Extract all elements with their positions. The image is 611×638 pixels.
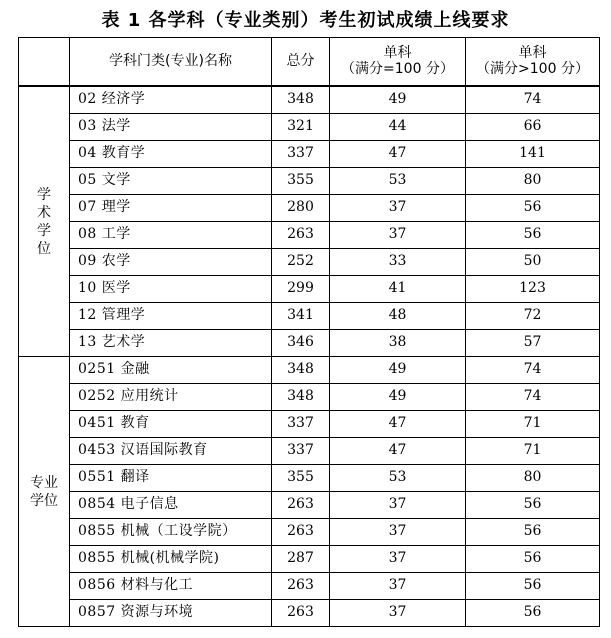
category-cell: 0252 应用统计	[70, 384, 272, 411]
single-100-cell: 47	[330, 438, 466, 465]
single-100-cell: 53	[330, 465, 466, 492]
single-gt100-cell: 74	[466, 384, 600, 411]
category-cell: 0857 资源与环境	[70, 600, 272, 627]
table-row	[19, 114, 600, 141]
total-cell: 337	[272, 438, 330, 465]
category-cell: 13 艺术学	[70, 330, 272, 357]
single-gt100-cell: 50	[466, 249, 600, 276]
single-gt100-cell: 80	[466, 465, 600, 492]
group-label-cell	[19, 357, 70, 627]
total-cell: 348	[272, 384, 330, 411]
total-cell: 263	[272, 222, 330, 249]
single-gt100-cell: 123	[466, 276, 600, 303]
total-cell: 263	[272, 492, 330, 519]
single-100-cell: 37	[330, 519, 466, 546]
category-cell: 07 理学	[70, 195, 272, 222]
table-row	[19, 249, 600, 276]
table-row	[19, 519, 600, 546]
table-row	[19, 600, 600, 627]
table-row	[19, 357, 600, 384]
table-row	[19, 465, 600, 492]
table-row	[19, 492, 600, 519]
header-single-gt100	[466, 38, 600, 87]
category-cell: 04 教育学	[70, 141, 272, 168]
total-cell: 263	[272, 519, 330, 546]
total-cell: 252	[272, 249, 330, 276]
single-gt100-cell: 71	[466, 411, 600, 438]
category-cell: 0856 材料与化工	[70, 573, 272, 600]
category-cell: 0551 翻译	[70, 465, 272, 492]
single-100-cell: 37	[330, 546, 466, 573]
header-row	[19, 38, 600, 87]
single-100-cell: 49	[330, 384, 466, 411]
single-100-cell: 48	[330, 303, 466, 330]
header-single-100-line2: （满分=100 分）	[341, 60, 454, 77]
category-cell: 05 文学	[70, 168, 272, 195]
header-single-100	[330, 38, 466, 87]
single-gt100-cell: 56	[466, 222, 600, 249]
single-gt100-cell: 56	[466, 195, 600, 222]
total-cell: 321	[272, 114, 330, 141]
single-100-cell: 44	[330, 114, 466, 141]
table-row	[19, 303, 600, 330]
single-100-cell: 49	[330, 86, 466, 114]
category-cell: 0451 教育	[70, 411, 272, 438]
category-cell: 10 医学	[70, 276, 272, 303]
header-single-100-line1: 单科	[383, 45, 412, 62]
table-row	[19, 195, 600, 222]
single-100-cell: 53	[330, 168, 466, 195]
single-gt100-cell: 56	[466, 600, 600, 627]
total-cell: 299	[272, 276, 330, 303]
single-gt100-cell: 74	[466, 357, 600, 384]
table-body	[19, 86, 600, 627]
category-cell: 0251 金融	[70, 357, 272, 384]
single-gt100-cell: 56	[466, 546, 600, 573]
table-row	[19, 330, 600, 357]
table-row	[19, 141, 600, 168]
total-cell: 263	[272, 573, 330, 600]
total-cell: 287	[272, 546, 330, 573]
table-row	[19, 438, 600, 465]
single-gt100-cell: 141	[466, 141, 600, 168]
group-label: 学术学位	[37, 186, 51, 257]
category-cell: 02 经济学	[70, 86, 272, 114]
single-gt100-cell: 56	[466, 573, 600, 600]
table-row	[19, 573, 600, 600]
table-row	[19, 411, 600, 438]
header-category: 学科门类(专业)名称	[70, 38, 272, 87]
header-single-gt100-line2: （满分>100 分）	[476, 60, 589, 77]
single-100-cell: 37	[330, 222, 466, 249]
table-row	[19, 86, 600, 114]
single-gt100-cell: 66	[466, 114, 600, 141]
category-cell: 0453 汉语国际教育	[70, 438, 272, 465]
table-row	[19, 222, 600, 249]
total-cell: 337	[272, 411, 330, 438]
category-cell: 12 管理学	[70, 303, 272, 330]
total-cell: 346	[272, 330, 330, 357]
category-cell: 0855 机械（工设学院）	[70, 519, 272, 546]
total-cell: 355	[272, 168, 330, 195]
total-cell: 263	[272, 600, 330, 627]
single-100-cell: 38	[330, 330, 466, 357]
total-cell: 280	[272, 195, 330, 222]
single-gt100-cell: 71	[466, 438, 600, 465]
group-label-cell	[19, 86, 70, 357]
single-100-cell: 37	[330, 600, 466, 627]
total-cell: 348	[272, 86, 330, 114]
table-title: 表 1 各学科（专业类别）考生初试成绩上线要求	[101, 10, 510, 31]
single-100-cell: 33	[330, 249, 466, 276]
header-group	[19, 38, 70, 87]
category-cell: 0854 电子信息	[70, 492, 272, 519]
single-gt100-cell: 56	[466, 492, 600, 519]
group-label: 专业学位	[30, 474, 58, 509]
table-row	[19, 168, 600, 195]
single-gt100-cell: 72	[466, 303, 600, 330]
table-row	[19, 276, 600, 303]
single-100-cell: 37	[330, 573, 466, 600]
category-cell: 03 法学	[70, 114, 272, 141]
single-gt100-cell: 57	[466, 330, 600, 357]
total-cell: 341	[272, 303, 330, 330]
single-100-cell: 49	[330, 357, 466, 384]
single-gt100-cell: 80	[466, 168, 600, 195]
category-cell: 09 农学	[70, 249, 272, 276]
header-single-gt100-line1: 单科	[518, 45, 547, 62]
total-cell: 355	[272, 465, 330, 492]
single-100-cell: 47	[330, 411, 466, 438]
score-requirements-table	[18, 37, 600, 627]
category-cell: 0855 机械(机械学院)	[70, 546, 272, 573]
table-row	[19, 384, 600, 411]
single-100-cell: 37	[330, 492, 466, 519]
total-cell: 337	[272, 141, 330, 168]
single-100-cell: 37	[330, 195, 466, 222]
category-cell: 08 工学	[70, 222, 272, 249]
table-row	[19, 546, 600, 573]
single-gt100-cell: 56	[466, 519, 600, 546]
single-gt100-cell: 74	[466, 86, 600, 114]
single-100-cell: 41	[330, 276, 466, 303]
header-total: 总分	[272, 38, 330, 87]
total-cell: 348	[272, 357, 330, 384]
single-100-cell: 47	[330, 141, 466, 168]
